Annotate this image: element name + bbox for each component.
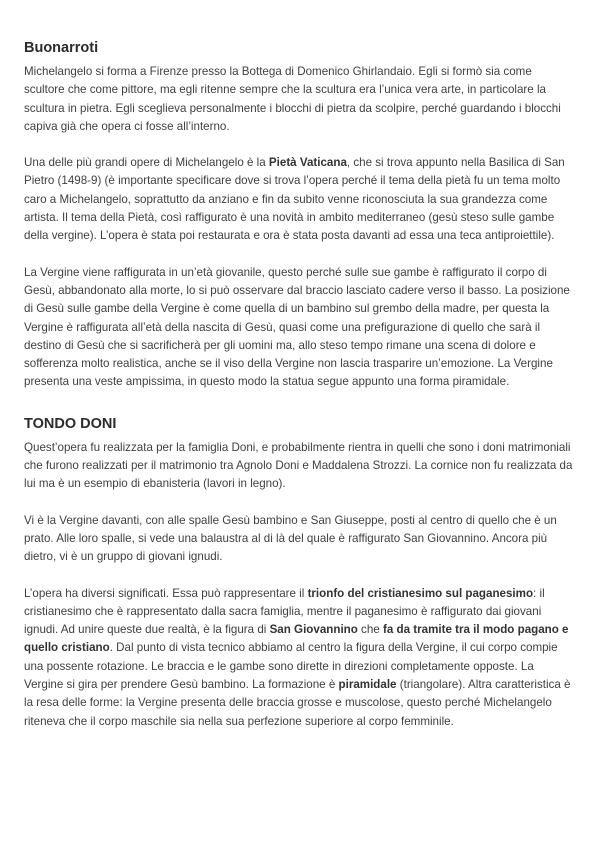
section-title: Buonarroti <box>24 40 99 56</box>
paragraph <box>24 154 574 245</box>
section-buonarroti <box>24 38 574 392</box>
paragraph: Quest’opera fu realizzata per la famiglia Doni, e probabilmente rientra in quelli che sono i doni matrimoniali che furono realizzati per il matrimonio tra Agnolo Doni e Maddalena Strozzi. La cornice non fu realizzata da lui ma è un esempio di ebanisteria (lavori in legno). <box>24 440 573 491</box>
bold-text: trionfo del cristianesimo sul paganesimo <box>307 586 534 600</box>
text-run: (triangolare). Altra caratteristica è la resa delle forme: la Vergine presenta delle braccia grosse e muscolose, questo perché Michelangelo riteneva che il corpo maschile sia nella sua perfezione superiore al corpo femminile. <box>24 678 571 728</box>
text-run: che <box>357 623 383 637</box>
bold-text: Pietà Vaticana <box>268 156 347 170</box>
section-title: TONDO DONI <box>24 415 117 432</box>
paragraph: Michelangelo si forma a Firenze presso la Bottega di Domenico Ghirlandaio. Egli si formò sia come scultore che come pittore, ma egli ritenne sempre che la scultura era l’unica vera arte, in particolare la scultura in pietra. Egli sceglieva personalmente i blocchi di pietra da scolpire, perché guardando i blocchi capiva già che opera ci fosse all’interno. <box>24 65 561 133</box>
text-run: , che si trova appunto nella Basilica di San Pietro (1498-9) (è importante specificare dove si trova l’opera perché il tema della pietà fu un tema molto caro a Michelangelo, soprattutto da anziano e fin da subito venne riconosciuta la sua grandezza come artista. Il tema della Pietà, così raffigurato è una novità in ambito mediterraneo (gesù steso sulle gambe della vergine). L’opera è stata poi restaurata e ora è stata posta davanti ad essa una teca antiproiettile). <box>24 156 565 243</box>
section-tondo-doni <box>24 414 574 731</box>
bold-text: fa da tramite tra il modo pagano e quello cristiano <box>24 623 569 655</box>
text-run: L’opera ha diversi significati. Essa può rappresentare il <box>24 586 308 600</box>
paragraph <box>24 585 574 731</box>
text-run: . Dal punto di vista tecnico abbiamo al centro la figura della Vergine, il cui corpo compie una possente rotazione. Le braccia e le gambe sono dirette in direzioni completamente opposte. La Vergine si gira per prendere Gesù bambino. La formazione è <box>24 641 558 692</box>
text-run: : il cristianesimo che è rappresentato dalla sacra famiglia, mentre il paganesimo è raffigurato dai giovani ignudi. Ad unire queste due realtà, è la figura di <box>24 586 545 637</box>
paragraph: La Vergine viene raffigurata in un’età giovanile, questo perché sulle sue gambe è raffigurato il corpo di Gesù, abbandonato alla morte, lo si può osservare dal braccio lasciato cadere verso il basso. La posizione di Gesù sulle gambe della Vergine è come quella di un bambino sul grembo della madre, per questa la Vergine è raffigurata all’età della nascita di Gesù, quasi come una prefigurazione di quello che sarà il destino di Gesù che si sacrificherà per gli uomini ma, allo steso tempo rimane una scena di dolore e sofferenza molto realistica, anche se il viso della Vergine non lascia trasparire un’emozione. La Vergine presenta una veste ampissima, in questo modo la statua segue appunto una forma piramidale. <box>24 265 570 389</box>
bold-text: piramidale <box>338 678 397 692</box>
paragraph: Vi è la Vergine davanti, con alle spalle Gesù bambino e San Giuseppe, posti al centro di quello che è un prato. Alle loro spalle, si vede una balaustra al di là del quale è raffigurato San Giovannino. Ancora più dietro, vi è un gruppo di giovani ignudi. <box>24 513 557 564</box>
text-run: Una delle più grandi opere di Michelangelo è la <box>24 156 269 170</box>
bold-text: San Giovannino <box>269 623 358 637</box>
